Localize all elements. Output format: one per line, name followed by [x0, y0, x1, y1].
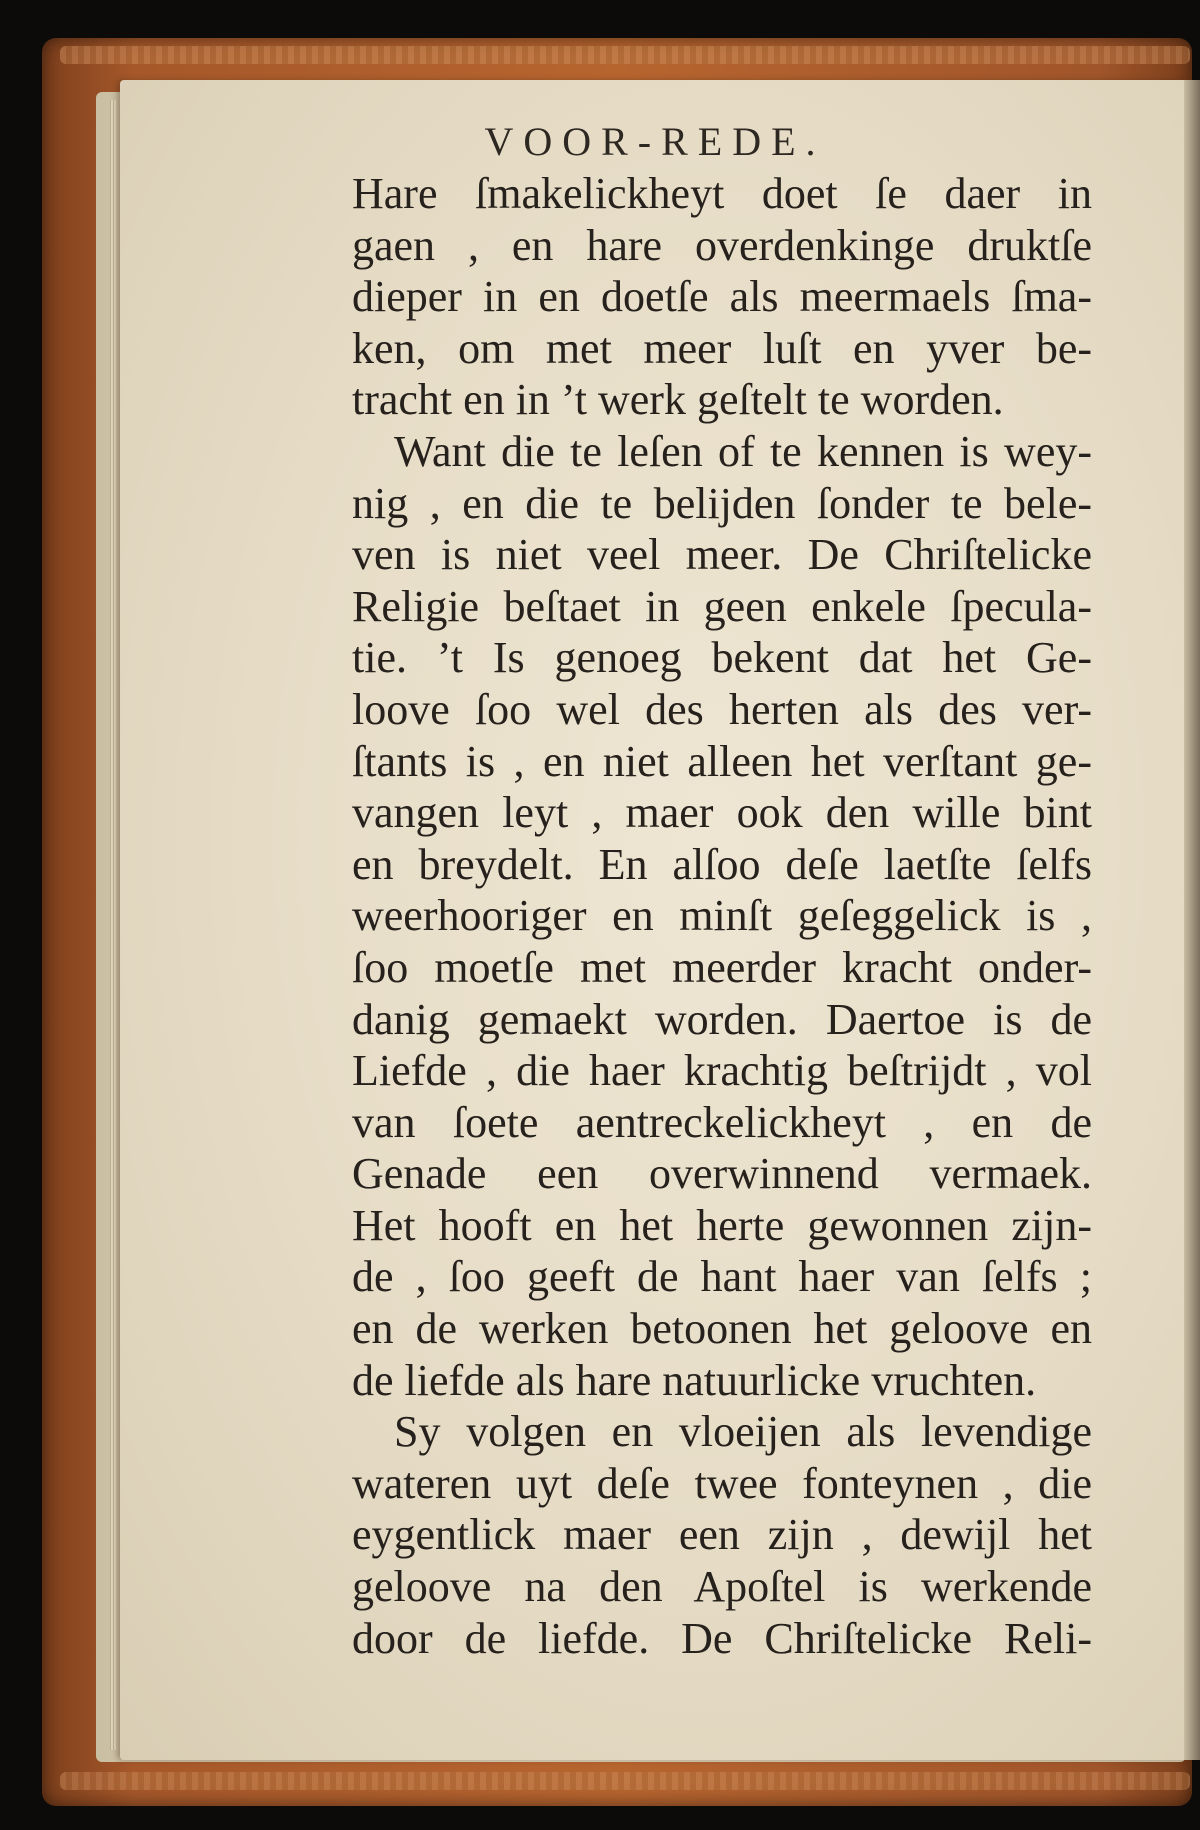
text-line: Het hooft en het herte gewonnen zijn-	[352, 1200, 1092, 1250]
text-line: ſoo moetſe met meerder kracht onder-	[352, 942, 1092, 992]
text-line: Want die te leſen of te kennen is wey-	[394, 426, 1092, 476]
text-line: weerhooriger en minſt geſeggelick is ,	[352, 891, 1092, 941]
text-line: Hare ſmakelickheyt doet ſe daer in	[352, 169, 1092, 218]
text-line: eygentlick maer een zijn , dewijl het	[352, 1510, 1092, 1560]
text-line: ven is niet veel meer. De Chriſtelicke	[352, 530, 1092, 580]
running-head: VOOR-REDE.	[484, 119, 826, 164]
text-line: ken, om met meer luſt en yver be-	[352, 323, 1092, 373]
text-line: tracht en in ’t werk geſtelt te worden.	[352, 375, 1004, 425]
text-line: Liefde , die haer krachtig beſtrijdt , vol	[352, 1046, 1092, 1096]
page-gutter-edge	[1184, 80, 1200, 1760]
cover-edge-top	[60, 46, 1190, 64]
page-stack-edges	[110, 100, 116, 1750]
text-line: wateren uyt deſe twee fonteynen , die	[352, 1458, 1092, 1508]
text-line: en breydelt. En alſoo deſe laetſte ſelfs	[352, 839, 1092, 889]
text-line: van ſoete aentreckelickheyt , en de	[352, 1097, 1092, 1147]
text-line: Religie beſtaet in geen enkele ſpecula-	[352, 581, 1092, 631]
text-line: en de werken betoonen het geloove en	[352, 1304, 1092, 1354]
text-line: vangen leyt , maer ook den wille bint	[352, 788, 1092, 838]
text-line: de liefde als hare natuurlicke vruchten.	[352, 1355, 1037, 1405]
text-line: gaen , en hare overdenkinge druktſe	[352, 220, 1092, 270]
text-line: loove ſoo wel des herten als des ver-	[352, 684, 1092, 734]
text-line: ſtants is , en niet alleen het verſtant ge-	[352, 736, 1092, 786]
text-line: door de liefde. De Chriſtelicke Reli-	[352, 1613, 1092, 1663]
text-line: Genade een overwinnend vermaek.	[352, 1149, 1092, 1199]
cover-edge-bottom	[60, 1772, 1190, 1790]
text-line: de , ſoo geeft de hant haer van ſelfs ;	[352, 1252, 1092, 1302]
text-line: dieper in en doetſe als meermaels ſma-	[352, 272, 1092, 322]
body-text	[352, 168, 1092, 1664]
text-line: geloove na den Apoſtel is werkende	[352, 1562, 1092, 1612]
text-line: Sy volgen en vloeijen als levendige	[394, 1407, 1092, 1457]
text-line: nig , en die te belijden ſonder te bele-	[352, 478, 1092, 528]
text-line: tie. ’t Is genoeg bekent dat het Ge-	[352, 633, 1092, 683]
text-line: danig gemaekt worden. Daertoe is de	[352, 994, 1092, 1044]
